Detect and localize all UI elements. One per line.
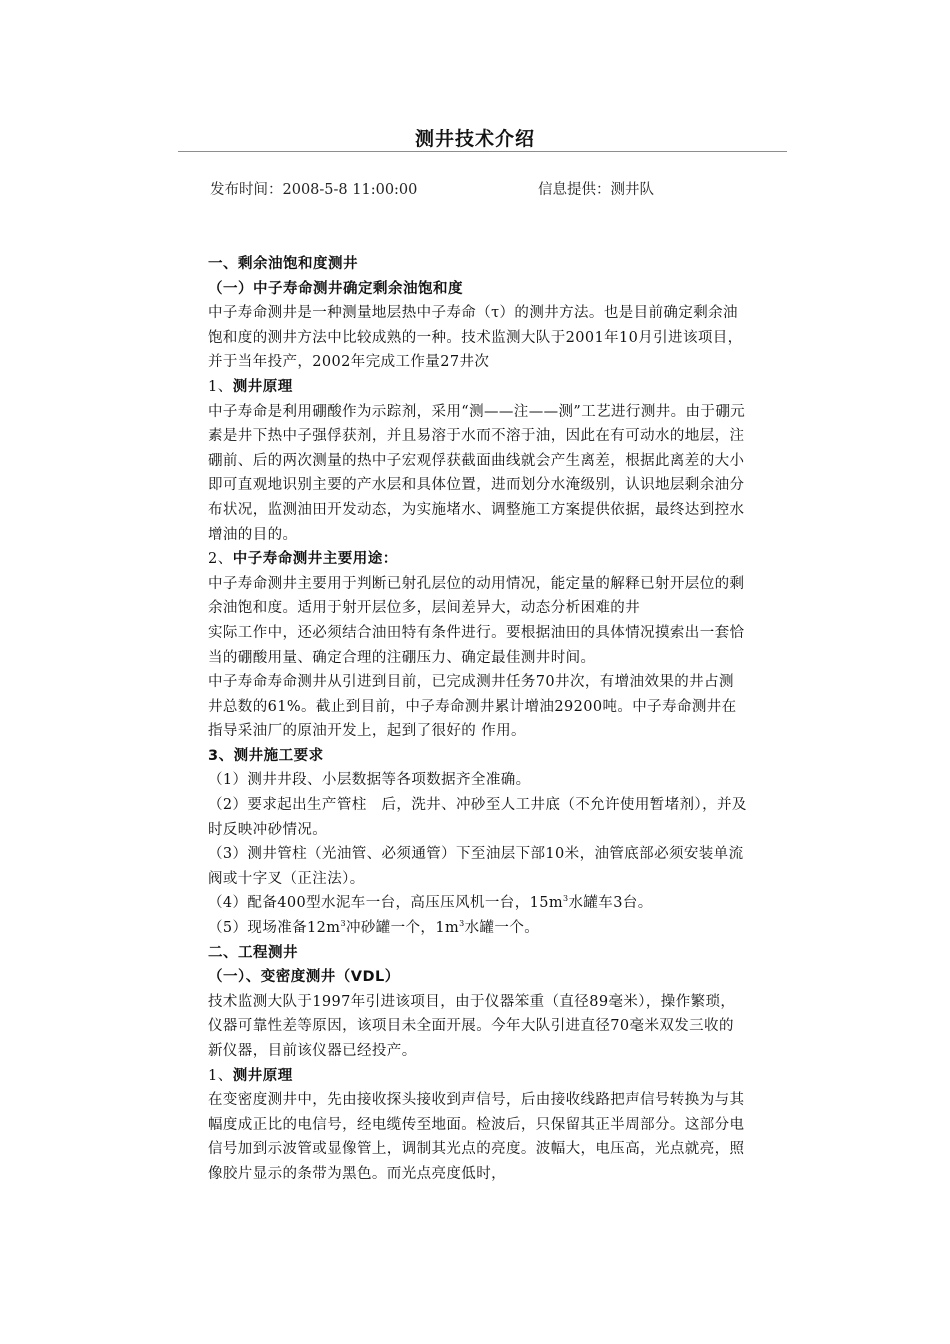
requirement-item	[208, 916, 748, 941]
section-heading: 一、剩余油饱和度测井	[208, 256, 358, 272]
paragraph: 实际工作中，还必须结合油田特有条件进行。要根据油田的具体情况摸索出一套恰当的硼酸用量、确定合理的注硼压力、确定最佳测井时间。	[208, 624, 745, 666]
item-heading-text: 中子寿命测井主要用途：	[232, 551, 398, 568]
item-heading	[208, 375, 748, 400]
item-number: 1、	[208, 1067, 233, 1084]
item-number: 1、	[208, 378, 233, 395]
requirement-text: 冲砂罐一个，1m	[345, 920, 460, 937]
superscript: 3	[563, 894, 569, 904]
requirement-text: 水罐车3台。	[568, 895, 653, 912]
item-heading	[208, 547, 748, 572]
info-source: 信息提供：测井队	[538, 182, 654, 198]
paragraph: 中子寿命寿命测井从引进到目前，已完成测井任务70井次，有增油效果的井占测井总数的61%。截止到目前，中子寿命测井累计增油29200吨。中子寿命测井在指导采油厂的原油开发上，起到了很好的 作用。	[208, 674, 737, 740]
superscript: 3	[340, 919, 346, 929]
requirement-text: 水罐一个。	[464, 920, 540, 937]
item-heading	[208, 1064, 748, 1089]
item-number: 2、	[208, 551, 233, 568]
item-heading: 3、测井施工要求	[208, 747, 324, 764]
item-heading-text: 测井原理	[232, 1067, 293, 1084]
subsection-heading: （一）中子寿命测井确定剩余油饱和度	[208, 280, 463, 297]
requirement-text: （4）配备400型水泥车一台，高压压风机一台，15m	[208, 895, 563, 912]
page-title: 测井技术介绍	[414, 128, 535, 150]
section-heading: 二、工程测井	[208, 944, 298, 961]
requirement-item	[208, 891, 748, 916]
article-body	[208, 252, 748, 1187]
requirement-item: （2）要求起出生产管柱 后，洗井、冲砂至人工井底（不允许使用暂堵剂），并及时反映冲砂情况。	[208, 797, 747, 838]
paragraph: 中子寿命是利用硼酸作为示踪剂，采用“测——注——测”工艺进行测井。由于硼元素是井下热中子强俘获剂，并且易溶于水而不溶于油，因此在有可动水的地层，注硼前、后的两次测量的热中子宏观俘获截面曲线就会产生离差，根据此离差的大小即可直观地识别主要的产水层和具体位置，进而划分水淹级别，认识地层剩余油分布状况，监测油田开发动态，为实施堵水、调整施工方案提供依据，最终达到控水增油的目的。	[208, 403, 746, 543]
paragraph: 在变密度测井中，先由接收探头接收到声信号，后由接收线路把声信号转换为与其幅度成正比的电信号，经电缆传至地面。检波后，只保留其正半周部分。这部分电信号加到示波管或显像管上，调制其光点的亮度。波幅大，电压高，光点就亮，照像胶片显示的条带为黑色。而光点亮度低时，	[208, 1092, 745, 1182]
item-heading-text: 测井原理	[232, 378, 293, 395]
publish-time: 发布时间：2008-5-8 11:00:00	[210, 182, 418, 198]
paragraph: 中子寿命测井是一种测量地层热中子寿命（τ）的测井方法。也是目前确定剩余油饱和度的测井方法中比较成熟的一种。技术监测大队于2001年10月引进该项目，并于当年投产，2002年完成工作量27井次	[208, 305, 743, 371]
paragraph: 技术监测大队于1997年引进该项目，由于仪器笨重（直径89毫米），操作繁琐，仪器可靠性差等原因，该项目未全面开展。今年大队引进直径70毫米双发三收的新仪器，目前该仪器已经投产。	[208, 993, 736, 1059]
requirement-text: （5）现场准备12m	[208, 920, 341, 937]
requirement-item: （3）测井管柱（光油管、必须通管）下至油层下部10米，油管底部必须安装单流阀或十字叉（正注法）。	[208, 846, 744, 887]
requirement-item: （1）测井井段、小层数据等各项数据齐全准确。	[208, 772, 531, 789]
title-divider	[178, 151, 787, 152]
superscript: 3	[459, 919, 465, 929]
subsection-heading: （一）、变密度测井（VDL）	[208, 969, 400, 986]
paragraph: 中子寿命测井主要用于判断已射孔层位的动用情况，能定量的解释已射开层位的剩余油饱和度。适用于射开层位多，层间差异大，动态分析困难的井	[208, 575, 745, 617]
